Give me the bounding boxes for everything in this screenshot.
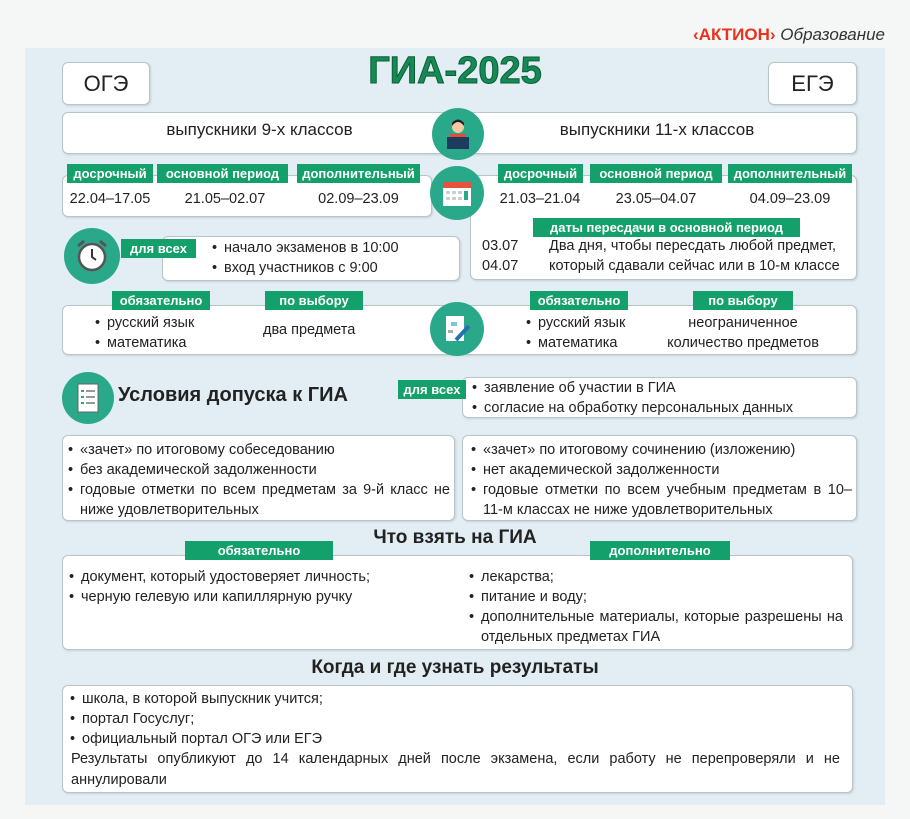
ege-optional-tag: по выбору — [693, 291, 793, 310]
results-box — [62, 685, 853, 793]
ege-early-tag: досрочный — [498, 164, 583, 183]
oge-early-tag: досрочный — [67, 164, 153, 183]
admission-item: • заявление об участии в ГИА — [470, 378, 793, 398]
calendar-icon — [430, 166, 484, 220]
admission-item: • годовые отметки по всем учебным предметам в 10–11-м классах не ниже удовлетворительных — [469, 480, 852, 520]
time-list — [210, 238, 399, 278]
take-required-tag: обязательно — [185, 541, 333, 560]
ege-early-dates: 21.03–21.04 — [499, 191, 581, 207]
subject-item: • русский язык — [524, 313, 625, 333]
ege-optional-text-1: неограниченное — [688, 315, 798, 331]
ege-label: ЕГЭ — [768, 62, 857, 105]
graduates-11: выпускники 11-х классов — [559, 120, 755, 139]
admission-all-tag: для всех — [398, 380, 466, 399]
oge-extra-dates: 02.09–23.09 — [318, 191, 399, 207]
retake-date-1: 03.07 — [482, 238, 519, 254]
admission-item: • нет академической задолженности — [469, 460, 852, 480]
take-item: • документ, который удостоверяет личность; — [67, 567, 370, 587]
admission-item: • согласие на обработку персональных данных — [470, 398, 793, 418]
ege-required-tag: обязательно — [530, 291, 628, 310]
student-reading-icon — [432, 108, 484, 160]
ege-admission-box — [462, 435, 857, 521]
graduates-9: выпускники 9-х классов — [166, 120, 353, 139]
document-edit-icon — [430, 302, 484, 356]
time-item: • начало экзаменов в 10:00 — [210, 238, 399, 258]
ege-optional-text-2: количество предметов — [667, 335, 819, 351]
oge-extra-tag: дополнительный — [297, 164, 420, 183]
alarm-clock-icon — [64, 228, 120, 284]
take-title: Что взять на ГИА — [373, 527, 537, 548]
admission-item: • без академической задолженности — [66, 460, 450, 480]
take-required-list — [67, 567, 370, 607]
retake-text-1: Два дня, чтобы пересдать любой предмет, — [549, 238, 836, 254]
checklist-icon — [62, 372, 114, 424]
take-item: • питание и воду; — [467, 587, 843, 607]
page-title: ГИА-2025 — [368, 50, 542, 92]
subject-item: • математика — [524, 333, 625, 353]
aktion-logo: ‹АКТИОН› Образование — [693, 25, 885, 44]
retake-tag: даты пересдачи в основной период — [533, 218, 800, 237]
ege-required-list — [524, 313, 625, 353]
subject-item: • математика — [93, 333, 194, 353]
oge-main-tag: основной период — [157, 164, 288, 183]
admission-item: • «зачет» по итоговому собеседованию — [66, 440, 450, 460]
results-item: • официальный портал ОГЭ или ЕГЭ — [68, 729, 840, 749]
results-title: Когда и где узнать результаты — [311, 657, 599, 678]
retake-text-2: который сдавали сейчас или в 10-м классе — [549, 258, 840, 274]
oge-early-dates: 22.04–17.05 — [69, 191, 151, 207]
results-item: • портал Госуслуг; — [68, 709, 840, 729]
oge-optional-text: два предмета — [263, 322, 356, 338]
take-item: • дополнительные материалы, которые разрешены на отдельных предметах ГИА — [467, 607, 843, 647]
ege-extra-dates: 04.09–23.09 — [749, 191, 831, 207]
take-item: • лекарства; — [467, 567, 843, 587]
results-note: Результаты опубликуют до 14 календарных дней после экзамена, если работу не перепроверяли и не аннулировали — [71, 751, 840, 788]
ege-extra-tag: дополнительный — [728, 164, 852, 183]
time-item: • вход участников с 9:00 — [210, 258, 399, 278]
oge-admission-box — [62, 435, 455, 521]
oge-required-list — [93, 313, 194, 353]
ege-main-dates: 23.05–04.07 — [615, 191, 697, 207]
subject-item: • русский язык — [93, 313, 194, 333]
oge-required-tag: обязательно — [112, 291, 210, 310]
oge-main-dates: 21.05–02.07 — [184, 191, 266, 207]
oge-label: ОГЭ — [62, 62, 150, 105]
take-extra-list — [467, 567, 843, 647]
admission-title: Условия допуска к ГИА — [118, 384, 348, 406]
results-item: • школа, в которой выпускник учится; — [68, 689, 840, 709]
ege-main-tag: основной период — [590, 164, 722, 183]
time-all-tag: для всех — [121, 239, 196, 258]
admission-item: • «зачет» по итоговому сочинению (изложению) — [469, 440, 852, 460]
admission-item: • годовые отметки по всем предметам за 9-й класс не ниже удовлетворительных — [66, 480, 450, 520]
take-item: • черную гелевую или капиллярную ручку — [67, 587, 370, 607]
admission-all-list — [470, 378, 793, 418]
retake-date-2: 04.07 — [482, 258, 519, 274]
take-extra-tag: дополнительно — [590, 541, 730, 560]
oge-optional-tag: по выбору — [265, 291, 363, 310]
